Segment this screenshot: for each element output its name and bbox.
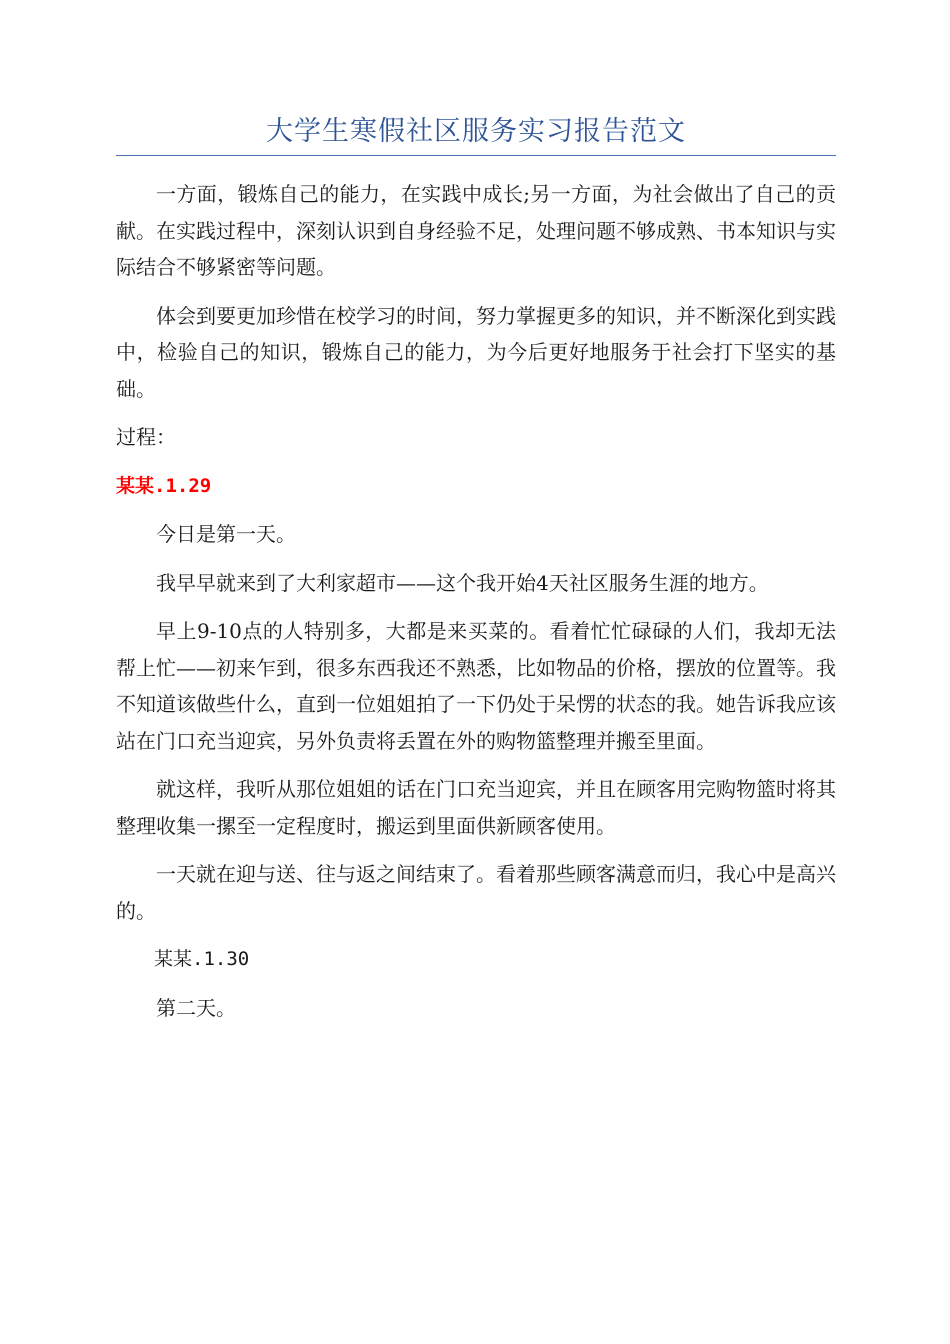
paragraph-day-two: 第二天。 [156, 995, 236, 1020]
document-title: 大学生寒假社区服务实习报告范文 [266, 116, 686, 147]
paragraph-supermarket: 我早早就来到了大利家超市——这个我开始4天社区服务生涯的地方。 [156, 570, 769, 595]
date-heading-1: 某某.1.29 [116, 474, 212, 497]
paragraph-1: 一方面，锻炼自己的能力，在实践中成长;另一方面，为社会做出了自己的贡献。在实践过程中，深刻认识到自身经验不足，处理问题不够成熟、书本知识与实际结合不够紧密等问题。 [116, 182, 836, 279]
paragraph-day-end: 一天就在迎与送、往与返之间结束了。看着那些顾客满意而归，我心中是高兴的。 [116, 862, 836, 923]
date-heading-2: 某某.1.30 [154, 948, 250, 970]
paragraph-day-one: 今日是第一天。 [156, 522, 296, 546]
section-label-process: 过程： [116, 425, 176, 449]
paragraph-2: 体会到要更加珍惜在校学习的时间，努力掌握更多的知识，并不断深化到实践中，检验自己的知识，锻炼自己的能力，为今后更好地服务于社会打下坚实的基础。 [116, 303, 836, 401]
title-underline [116, 155, 836, 156]
paragraph-greeter: 就这样，我听从那位姐姐的话在门口充当迎宾，并且在顾客用完购物篮时将其整理收集一摞至一定程度时，搬运到里面供新顾客使用。 [116, 777, 836, 838]
document-page [116, 110, 836, 1038]
paragraph-morning: 早上9-10点的人特别多，大都是来买菜的。看着忙忙碌碌的人们，我却无法帮上忙——初来乍到，很多东西我还不熟悉，比如物品的价格，摆放的位置等。我不知道该做些什么，直到一位姐姐拍了一下仍处于呆愣的状态的我。她告诉我应该站在门口充当迎宾，另外负责将丢置在外的购物篮整理并搬至里面。 [116, 619, 836, 753]
